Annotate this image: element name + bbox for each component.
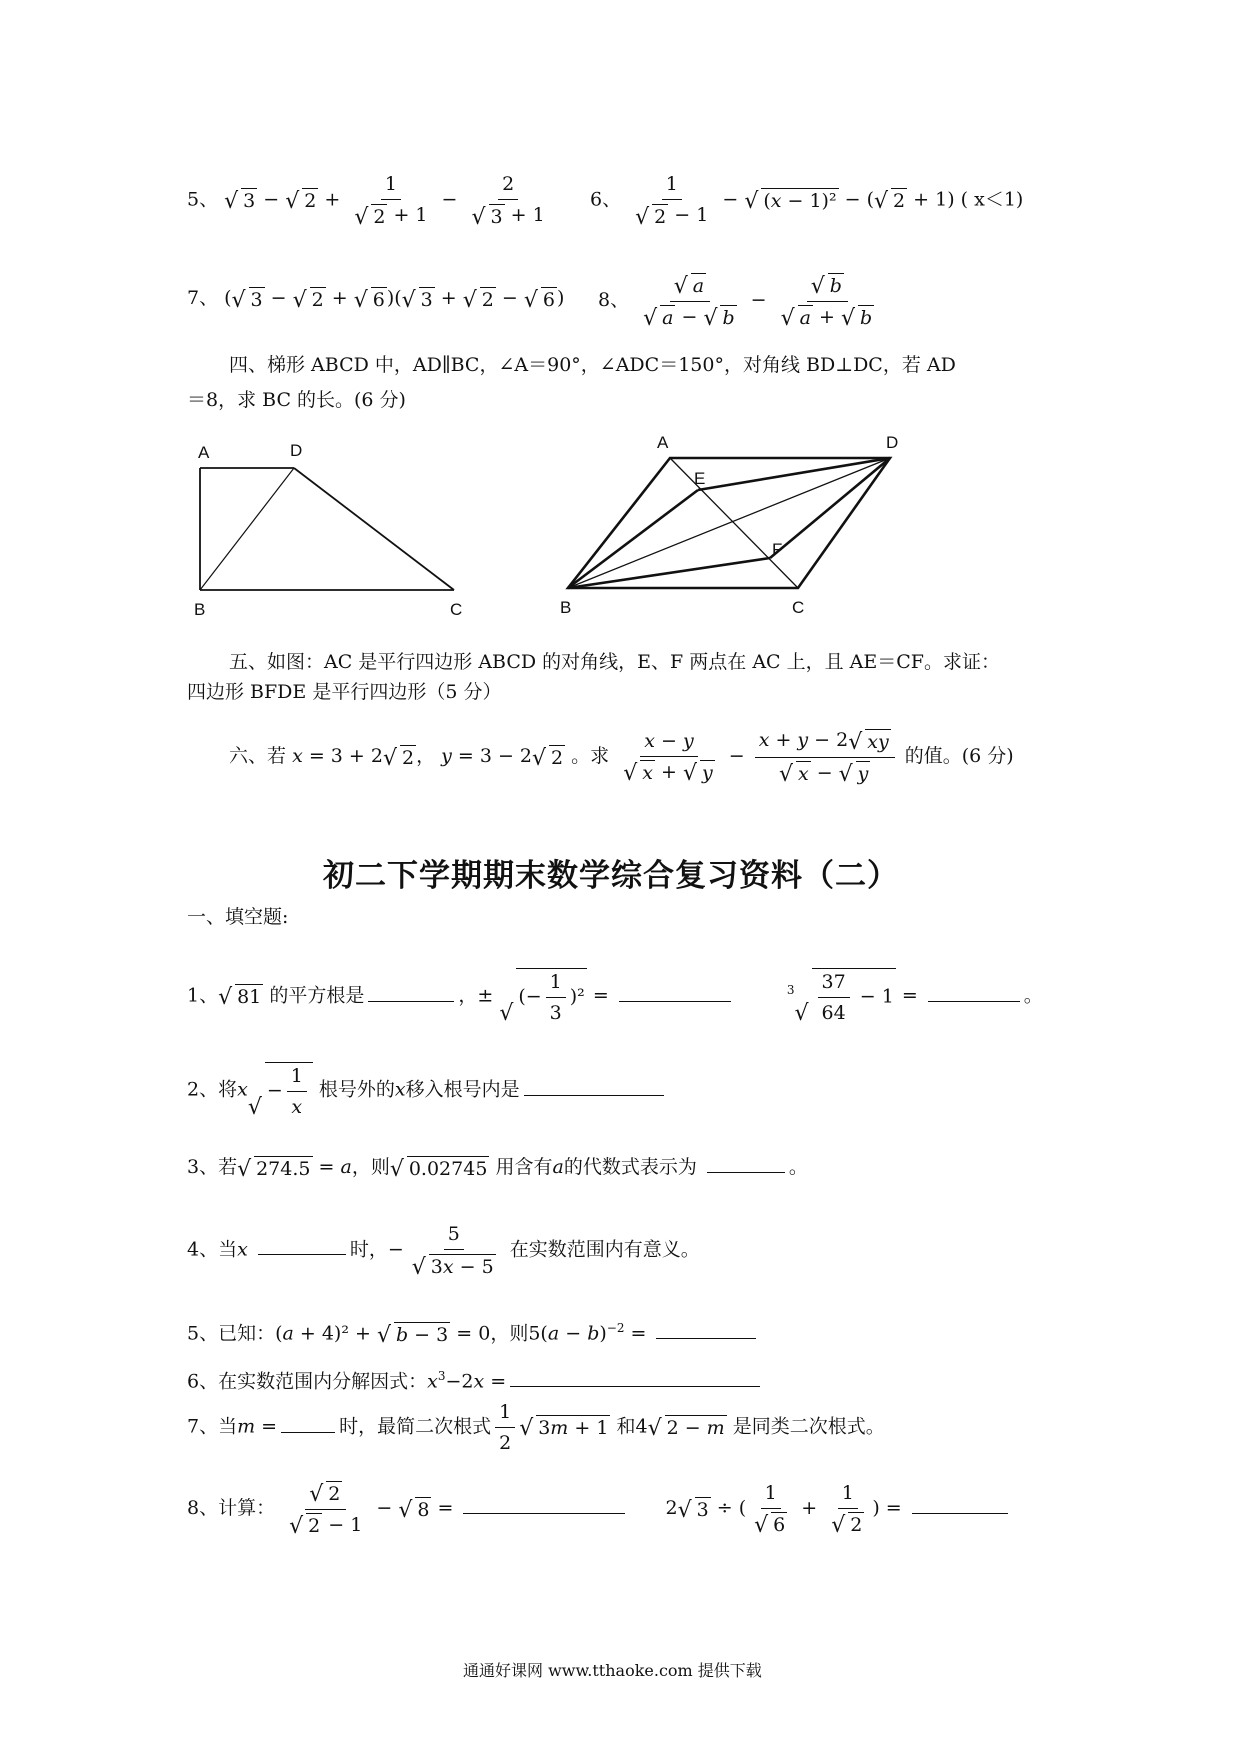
problem-6: 6、 1 √ 2 − 1 − √ (x − 1)² − (√ 2 + 1) ( x＜1) bbox=[590, 172, 1023, 229]
problem-8: 8、 √ a √ a − √ b − √ b √ a + √ b bbox=[598, 272, 882, 330]
fill-q3: 3、若√ 274.5 = a，则√ 0.02745 用含有a的代数式表示为 。 bbox=[187, 1154, 808, 1181]
problem-six: 六、若 x = 3 + 2√ 2 ， y = 3 − 2√ 2 。求 x − y √ x + √ y − x + y − 2√ xy √ x − √ y 的值。(6 分) bbox=[229, 728, 1014, 786]
diagonal-bd bbox=[568, 458, 890, 588]
problem-five-line2: 四边形 BFDE 是平行四边形（5 分） bbox=[187, 681, 502, 703]
page-footer: 通通好课网 www.tthaoke.com 提供下载 bbox=[463, 1661, 762, 1680]
problem-five-line1: 五、如图：AC 是平行四边形 ABCD 的对角线，E、F 两点在 AC 上，且 AE＝CF。求证： bbox=[229, 651, 1000, 673]
fill-q4: 4、当x 时，− 5 √ 3x − 5 在实数范围内有意义。 bbox=[187, 1222, 700, 1279]
parallelogram-label-a: A bbox=[657, 433, 669, 452]
trapezoid-label-a: A bbox=[198, 443, 210, 462]
parallelogram-figure bbox=[555, 430, 915, 620]
fill-q5: 5、已知：(a + 4)² + √ b − 3 = 0，则$5(a - b)^{-2}$ = bbox=[187, 1316, 760, 1347]
fill-q6: 6、在实数范围内分解因式：$x^3-2x$ = bbox=[187, 1364, 764, 1393]
parallelogram-label-d: D bbox=[886, 433, 899, 452]
parallelogram-label-c: C bbox=[792, 598, 805, 617]
trapezoid-edge-dc bbox=[294, 468, 454, 590]
problem-7: 7、 (√ 3 − √ 2 + √ 6 )(√ 3 + √ 2 − √ 6 ) bbox=[187, 286, 564, 312]
parallelogram-label-b: B bbox=[560, 598, 572, 617]
segment-bf bbox=[568, 558, 770, 588]
trapezoid-label-d: D bbox=[290, 441, 303, 460]
fill-q2: 2、将x√ − $\frac{1}{x}$ 根号外的x移入根号内是 bbox=[187, 1062, 668, 1119]
fill-q7: 7、当m = 时，最简二次根式 $\frac{1}{2}$ √ 3m + 1 和4√ 2 − m 是同类二次根式。 bbox=[187, 1400, 885, 1455]
parallelogram-label-f: F bbox=[772, 540, 783, 559]
trapezoid-label-b: B bbox=[194, 600, 206, 619]
problem-four-line2: ＝8，求 BC 的长。(6 分) bbox=[187, 389, 406, 411]
parallelogram-label-e: E bbox=[694, 469, 706, 488]
problem-5: 5、 √ 3 − √ 2 + 1 √ 2 + 1 − 2 √ 3 + 1 bbox=[187, 172, 553, 229]
trapezoid-label-c: C bbox=[450, 600, 463, 619]
section-title: 初二下学期期末数学综合复习资料（二） bbox=[323, 858, 899, 894]
trapezoid-figure bbox=[188, 440, 478, 620]
problem-four-line1: 四、梯形 ABCD 中，AD∥BC，∠A＝90°，∠ADC＝150°，对角线 BD⊥DC，若 AD bbox=[229, 354, 956, 376]
fill-in-heading: 一、填空题: bbox=[187, 906, 289, 928]
fill-q1: 1、√ 81 的平方根是 ，± √ (− $\frac{1}{3}$ )² = $^3$ √ $\frac{37}{64}$ − 1 = 。 bbox=[187, 968, 1043, 1025]
fill-q8: 8、计算： √ 2 √ 2 − 1 − √ 8 = 2√ 3 ÷ ( 1 √ 6 + 1 √ 2 ) = bbox=[187, 1480, 1012, 1538]
trapezoid-diagonal-bd bbox=[200, 468, 294, 590]
segment-ed bbox=[698, 458, 890, 490]
